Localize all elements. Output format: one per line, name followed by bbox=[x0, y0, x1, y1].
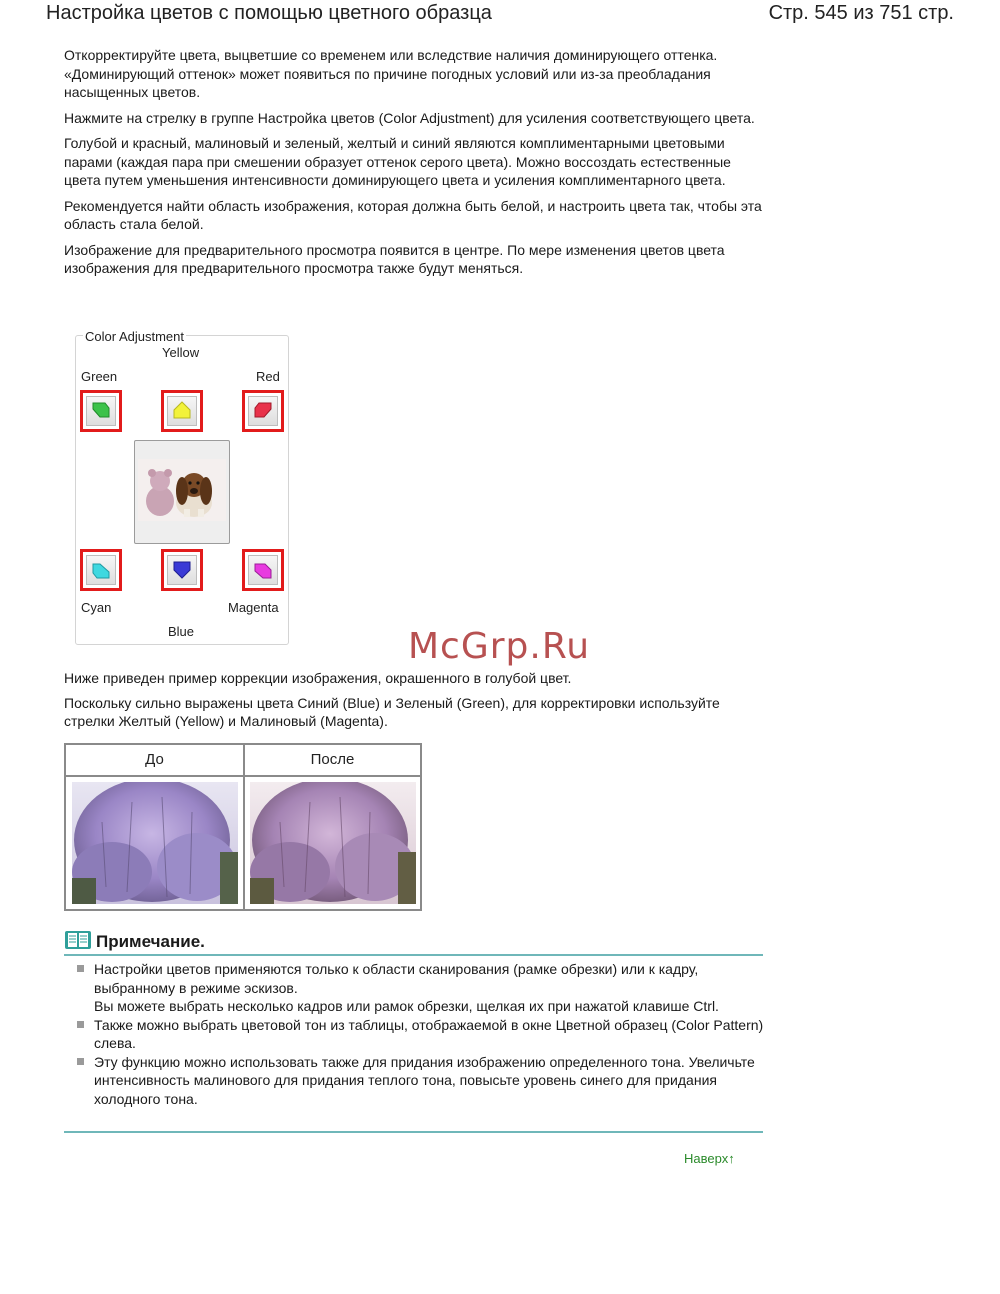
example-text bbox=[64, 669, 764, 737]
list-item bbox=[76, 1016, 764, 1053]
blue-arrow-button[interactable] bbox=[161, 549, 203, 591]
cyan-arrow-icon bbox=[89, 558, 113, 582]
color-adjustment-panel bbox=[75, 329, 289, 645]
list-item bbox=[76, 1053, 764, 1109]
example-paragraph: Поскольку сильно выражены цвета Синий (Blue) и Зеленый (Green), для корректировки используйте стрелки Желтый (Yellow) и Малиновый (Magenta). bbox=[64, 694, 720, 729]
up-arrow-icon: ↑ bbox=[728, 1151, 735, 1166]
after-photo bbox=[250, 782, 416, 904]
before-after-table bbox=[64, 743, 422, 911]
note-list bbox=[76, 960, 764, 1108]
green-label: Green bbox=[81, 369, 118, 384]
bullet-icon bbox=[77, 1021, 84, 1028]
yellow-arrow-button[interactable] bbox=[161, 390, 203, 432]
after-header: После bbox=[310, 751, 355, 768]
note-heading bbox=[64, 930, 205, 952]
table-divider bbox=[66, 775, 420, 777]
green-arrow-icon bbox=[89, 399, 113, 423]
yellow-label: Yellow bbox=[162, 345, 200, 360]
blue-arrow-icon bbox=[170, 558, 194, 582]
magenta-label: Magenta bbox=[228, 600, 279, 615]
back-to-top-link[interactable] bbox=[684, 1151, 735, 1166]
before-photo bbox=[72, 782, 238, 904]
red-arrow-icon bbox=[251, 399, 275, 423]
color-adjustment-legend: Color Adjustment bbox=[85, 329, 184, 344]
magenta-arrow-button[interactable] bbox=[242, 549, 284, 591]
magenta-arrow-icon bbox=[251, 558, 275, 582]
blue-label: Blue bbox=[168, 624, 195, 639]
bullet-icon bbox=[77, 1058, 84, 1065]
intro-text bbox=[64, 46, 764, 285]
note-text: Настройки цветов применяются только к области сканирования (рамке обрезки) или к кадру, выбранному в режиме эскизов. Вы можете выбрать несколько кадров или рамок обрезки, щелкая их при нажатой клавише Ctrl. bbox=[94, 961, 719, 1014]
book-icon bbox=[64, 930, 92, 950]
preview-image bbox=[138, 459, 226, 521]
list-item bbox=[76, 960, 764, 1016]
table-divider bbox=[243, 745, 245, 909]
note-text: Эту функцию можно использовать также для придания изображению определенного тона. Увеличьте интенсивность малинового для придания теплого тона, повысьте уровень синего для придания холодного тона. bbox=[94, 1053, 755, 1107]
intro-paragraph: Голубой и красный, малиновый и зеленый, желтый и синий являются комплиментарными цветовыми парами (каждая пара при смешении образует оттенок серого цвета). Можно воссоздать естественные цвета путем уменьшения интенсивности доминирующего цвета и усиления комплиментарного цвета. bbox=[64, 135, 731, 188]
page-counter: Стр. 545 из 751 стр. bbox=[768, 2, 954, 24]
before-header: До bbox=[145, 751, 164, 768]
yellow-arrow-icon bbox=[170, 399, 194, 423]
preview-window bbox=[134, 440, 230, 544]
note-bottom-rule bbox=[64, 1131, 763, 1133]
page-title: Настройка цветов с помощью цветного образца bbox=[46, 2, 492, 24]
note-title: Примечание. bbox=[96, 932, 205, 951]
intro-paragraph: Нажмите на стрелку в группе Настройка цветов (Color Adjustment) для усиления соответствующего цвета. bbox=[64, 109, 755, 126]
intro-paragraph: Рекомендуется найти область изображения, которая должна быть белой, и настроить цвета так, чтобы эта область стала белой. bbox=[64, 197, 762, 232]
intro-paragraph: Откорректируйте цвета, выцветшие со временем или вследствие наличия доминирующего оттенка. «Доминирующий оттенок» может появиться по причине погодных условий или из-за преобладания насыщенных цветов. bbox=[64, 47, 718, 100]
red-arrow-button[interactable] bbox=[242, 390, 284, 432]
cyan-label: Cyan bbox=[81, 600, 112, 615]
red-label: Red bbox=[256, 369, 280, 384]
example-paragraph: Ниже приведен пример коррекции изображения, окрашенного в голубой цвет. bbox=[64, 670, 572, 686]
green-arrow-button[interactable] bbox=[80, 390, 122, 432]
watermark: McGrp.Ru bbox=[408, 626, 591, 667]
note-text: Также можно выбрать цветовой тон из таблицы, отображаемой в окне Цветной образец (Color Pattern) слева. bbox=[94, 1016, 764, 1051]
back-to-top-label: Наверх bbox=[684, 1151, 729, 1166]
intro-paragraph: Изображение для предварительного просмотра появится в центре. По мере изменения цветов цвета изображения для предварительного просмотра также будут меняться. bbox=[64, 241, 725, 276]
cyan-arrow-button[interactable] bbox=[80, 549, 122, 591]
note-top-rule bbox=[64, 954, 763, 956]
bullet-icon bbox=[77, 965, 84, 972]
